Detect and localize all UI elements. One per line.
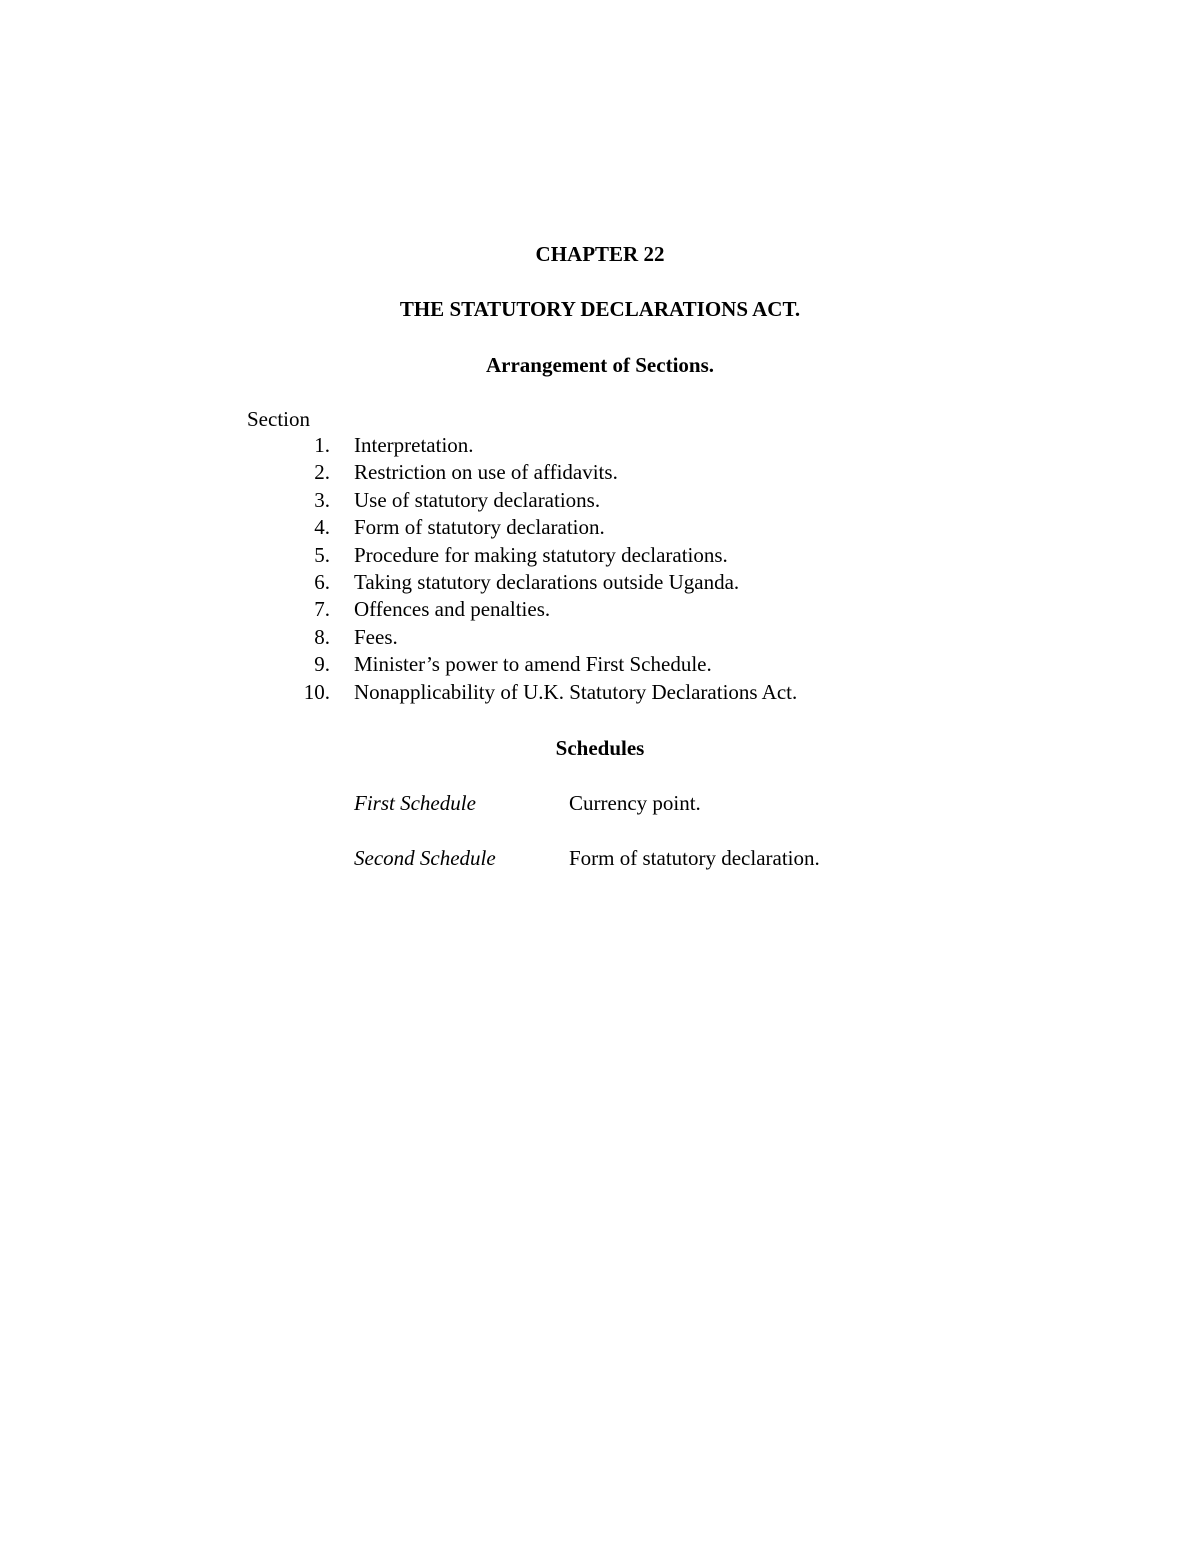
section-number: 2. — [314, 460, 330, 485]
section-title: Offences and penalties. — [354, 597, 551, 622]
act-title: THE STATUTORY DECLARATIONS ACT. — [399, 297, 801, 321]
schedule-name: First Schedule — [354, 791, 476, 815]
section-item — [0, 542, 1200, 569]
schedule-description: Form of statutory declaration. — [569, 846, 820, 870]
section-title: Use of statutory declarations. — [354, 487, 601, 512]
section-item — [0, 569, 1200, 596]
section-item — [0, 432, 1200, 459]
sections-list — [0, 432, 1200, 706]
section-item — [0, 679, 1200, 706]
section-item — [0, 514, 1200, 541]
schedule-description: Currency point. — [569, 791, 701, 815]
section-item — [0, 651, 1200, 678]
section-title: Form of statutory declaration. — [354, 515, 605, 540]
section-item — [0, 624, 1200, 651]
section-item — [0, 487, 1200, 514]
section-column-label: Section — [247, 407, 310, 431]
section-number: 9. — [314, 652, 330, 677]
section-number: 1. — [314, 433, 330, 457]
section-title: Nonapplicability of U.K. Statutory Declarations Act. — [354, 679, 798, 704]
section-title: Restriction on use of affidavits. — [354, 460, 618, 485]
section-number: 5. — [314, 542, 330, 567]
schedule-row — [0, 844, 1200, 872]
schedules-heading: Schedules — [555, 736, 645, 760]
section-title: Minister’s power to amend First Schedule. — [354, 652, 712, 677]
section-number: 4. — [314, 515, 330, 540]
section-number: 3. — [314, 487, 330, 512]
schedule-row — [0, 789, 1200, 817]
section-item — [0, 459, 1200, 486]
section-number: 10. — [303, 679, 330, 704]
schedule-name: Second Schedule — [354, 846, 496, 870]
section-title: Taking statutory declarations outside Uganda. — [354, 569, 740, 594]
section-title: Fees. — [354, 624, 398, 649]
section-number: 7. — [314, 597, 330, 622]
section-title: Procedure for making statutory declarations. — [354, 542, 728, 567]
section-item — [0, 596, 1200, 623]
section-number: 6. — [314, 569, 330, 594]
chapter-heading: CHAPTER 22 — [535, 242, 665, 266]
arrangement-heading: Arrangement of Sections. — [485, 353, 715, 377]
section-number: 8. — [314, 624, 330, 649]
section-title: Interpretation. — [354, 433, 474, 457]
